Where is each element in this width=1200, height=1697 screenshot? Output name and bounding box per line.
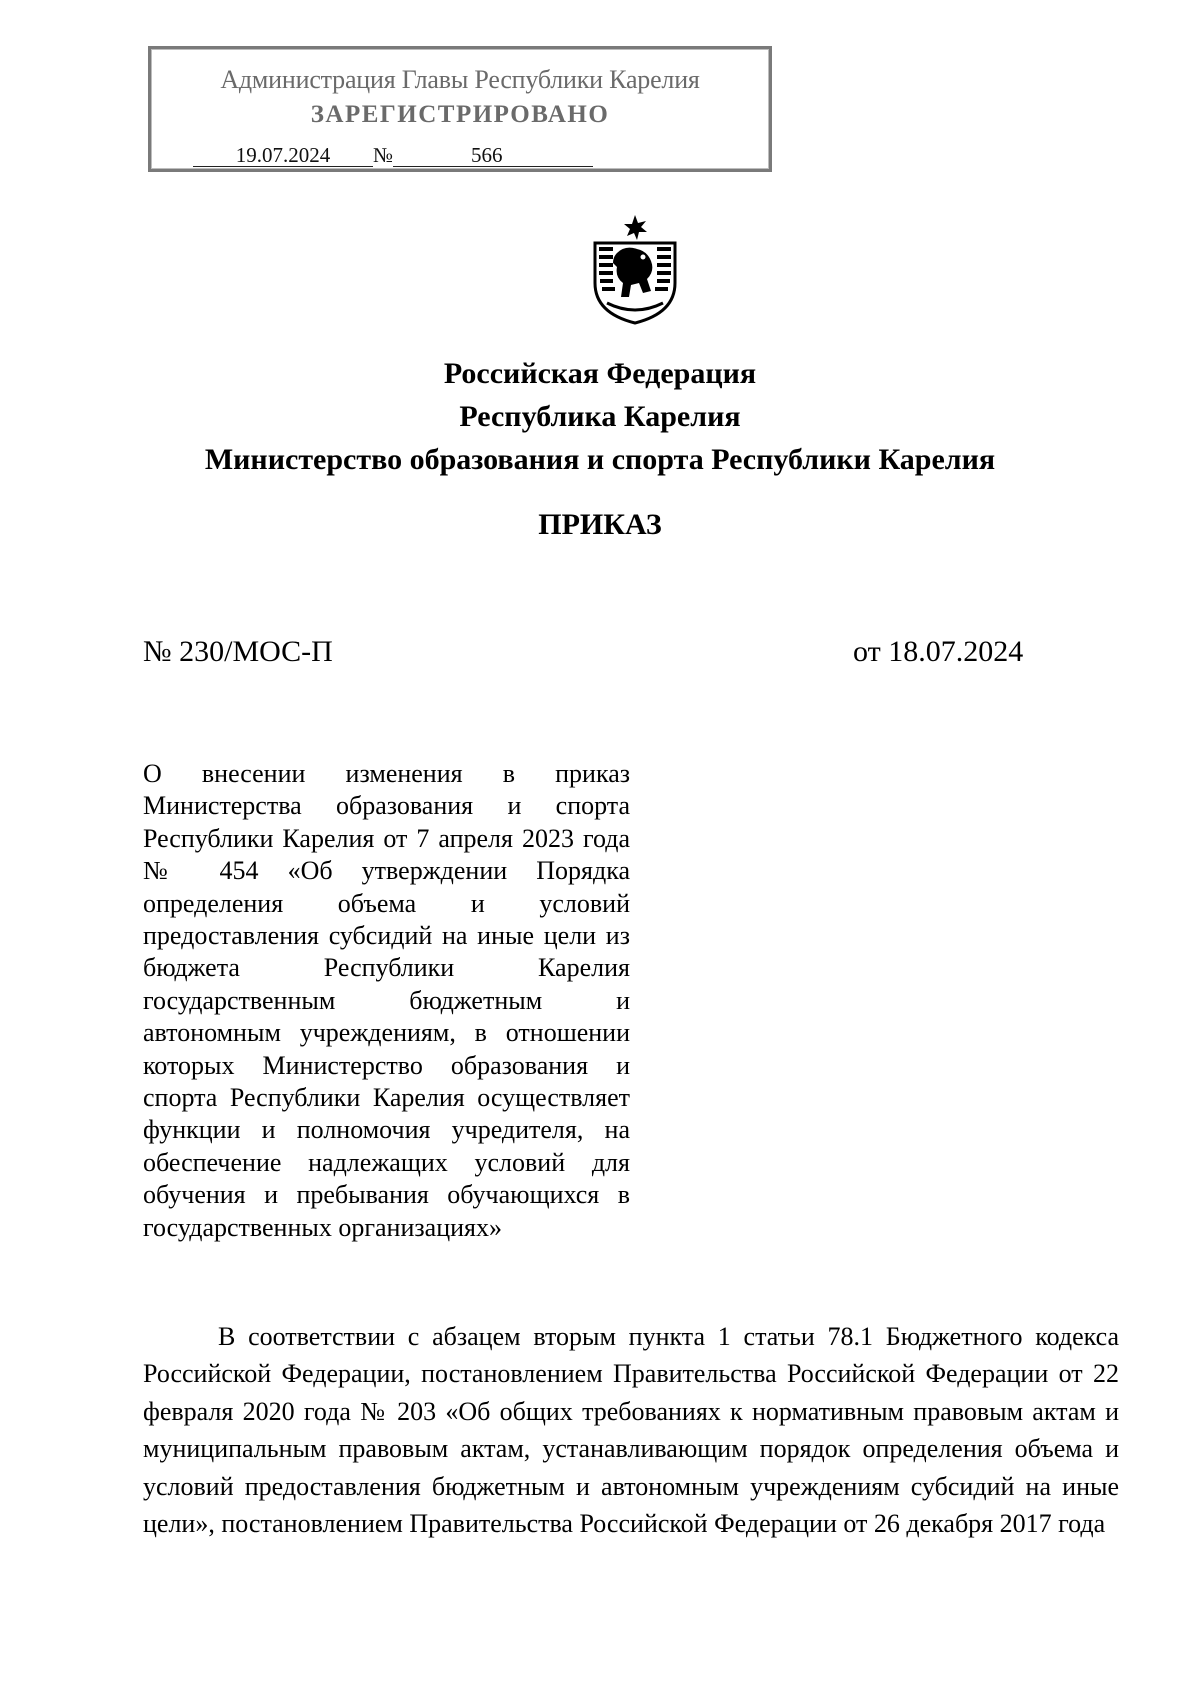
stamp-number-field bbox=[393, 144, 593, 167]
document-type: ПРИКАЗ bbox=[538, 508, 662, 541]
stamp-authority: Администрация Главы Республики Карелия bbox=[220, 65, 700, 94]
body-paragraph bbox=[143, 1318, 1119, 1542]
header-country: Российская Федерация bbox=[443, 357, 757, 390]
header-republic: Республика Карелия bbox=[459, 400, 741, 433]
stamp-number: 566 bbox=[471, 143, 503, 167]
stamp-registration-row bbox=[193, 143, 593, 168]
order-date: от 18.07.2024 bbox=[853, 635, 1024, 668]
karelia-coat-of-arms-icon bbox=[585, 213, 685, 325]
stamp-number-label: № bbox=[373, 143, 394, 167]
registration-stamp bbox=[148, 46, 772, 172]
header-ministry: Министерство образования и спорта Республики Карелия bbox=[204, 443, 996, 476]
order-subject: О внесении изменения в приказ Министерства образования и спорта Республики Карелия от 7 апреля 2023 года № 454 «Об утверждении Порядка определения объема и условий предоставления субсидий на иные цели из бюджета Республики Карелия государственным бюджетным и автономным учреждениям, в отношении которых Министерство образования и спорта Республики Карелия осуществляет функции и полномочия учредителя, на обеспечение надлежащих условий для обучения и пребывания обучающихся в государственных организациях» bbox=[143, 759, 630, 1242]
stamp-registered-label: ЗАРЕГИСТРИРОВАНО bbox=[310, 101, 610, 128]
body-paragraph-text: В соответствии с абзацем вторым пункта 1 статьи 78.1 Бюджетного кодекса Российской Федерации, постановлением Правительства Российской Федерации от 22 февраля 2020 года № 203 «Об общих требованиях к нормативным правовым актам и муниципальным правовым актам, устанавливающим порядок определения объема и условий предоставления бюджетным и автономным учреждениям субсидий на иные цели», постановлением Правительства Российской Федерации от 26 декабря 2017 года bbox=[143, 1322, 1119, 1539]
order-number: № 230/МОС-П bbox=[143, 635, 333, 668]
stamp-date: 19.07.2024 bbox=[193, 144, 373, 167]
